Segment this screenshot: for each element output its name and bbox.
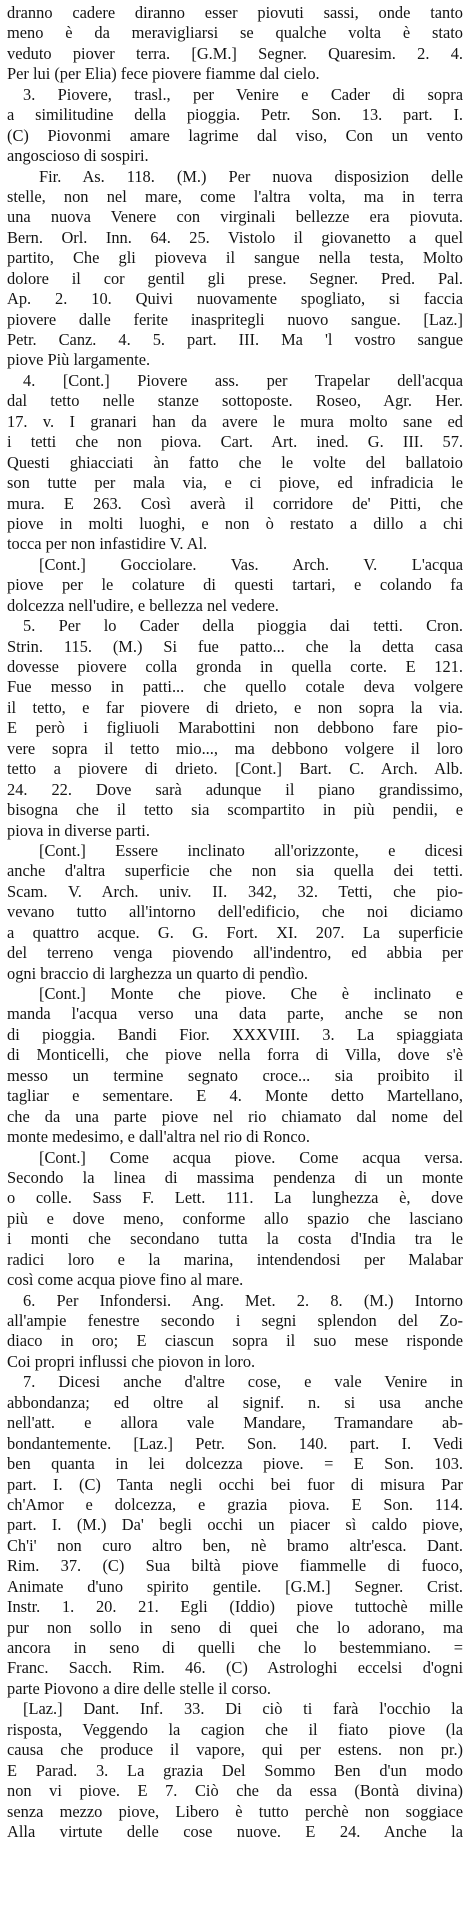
text-line-33: dovesse piovere colla gronda in quella corte. E 121. — [7, 657, 463, 676]
text-line-23: Questi ghiacciati àn fatto che le volte del ballatoio — [7, 452, 463, 472]
text-line-7: (C) Piovonmi amare lagrime dal viso, Con un vento — [7, 125, 463, 145]
text-line-66: diaco in oro; E ciascun sopra il suo mese risponde — [7, 1331, 463, 1351]
text-line-28: [Cont.] Gocciolare. Vas. Arch. V. L'acqua — [39, 554, 463, 574]
text-line-29: piove per le colature di questi tartari, e colando fa — [7, 575, 463, 595]
text-line-36: E però i figliuoli Marabottini non debbono fare pio- — [7, 718, 463, 738]
text-line-69: abbondanza; ed oltre al signif. n. si usa anche — [7, 1392, 463, 1412]
text-line-85: risposta, Veggendo la cagion che il fiato piove (la — [7, 1719, 463, 1739]
text-line-9: Fir. As. 118. (M.) Per nuova disposizion delle — [39, 166, 463, 186]
text-line-57: [Cont.] Come acqua piove. Come acqua versa. — [39, 1147, 463, 1167]
text-line-12: Bern. Orl. Inn. 64. 25. Vistolo il giovanetto a quel — [7, 227, 463, 247]
text-line-21: 17. v. I granari han da avere le mura molto sane ed — [7, 411, 463, 431]
text-line-74: ch'Amor e dolcezza, e grazia piova. E Son. 114. — [7, 1494, 463, 1514]
text-line-59: o colle. Sass F. Lett. 111. La lunghezza è, dove — [7, 1188, 463, 1208]
text-line-26: piove in molti luoghi, e non ò restato a dillo a chi — [7, 513, 463, 533]
text-line-70: nell'att. e allora vale Mandare, Tramandare ab- — [7, 1413, 463, 1433]
text-line-6: a similitudine della pioggia. Petr. Son. 13. part. I. — [7, 105, 463, 125]
text-line-71: bondantemente. [Laz.] Petr. Son. 140. part. I. Vedi — [7, 1433, 463, 1453]
text-line-78: Animate d'uno spirito gentile. [G.M.] Segner. Crist. — [7, 1576, 463, 1596]
text-line-14: dolore il cor gentil gli prese. Segner. Pred. Pal. — [7, 268, 463, 288]
text-line-13: partito, Che gli pioveva il sangue nella testa, Molto — [7, 248, 463, 268]
text-line-56: monte medesimo, e dall'altra nel rio di Ronco. — [7, 1127, 310, 1147]
text-line-3: veduto piover terra. [G.M.] Segner. Quaresim. 2. 4. — [7, 43, 463, 63]
text-line-52: di Monticelli, che piove nella forra di Villa, dove s'è — [7, 1045, 463, 1065]
text-line-83: parte Piovono a dire delle stelle il corso. — [7, 1678, 271, 1698]
text-line-53: messo un termine segnato croce... sia proibito il — [7, 1065, 463, 1085]
entry-5-heading: 5. Per lo Cader della pioggia dai tetti. Cron. — [23, 616, 463, 636]
text-line-8: angoscioso di sospiri. — [7, 146, 149, 166]
text-line-47: del terreno venga piovendo all'indentro, ed abbia per — [7, 943, 463, 963]
text-line-22: i tetti che non piova. Cart. Art. ined. G. III. 57. — [7, 432, 463, 452]
text-line-35: il tetto, e far piovere di drieto, e non sopra la via. — [7, 697, 463, 717]
text-line-51: di pioggia. Bandi Fior. XXXVIII. 3. La spiaggiata — [7, 1024, 463, 1044]
entry-7-heading: 7. Dicesi anche d'altre cose, e vale Venire in — [23, 1372, 463, 1392]
text-line-55: che da una parte piove nel rio chiamato dal nome del — [7, 1106, 463, 1126]
text-line-72: ben quanta in lei dolcezza piove. = E Son. 103. — [7, 1454, 463, 1474]
text-line-63: così come acqua piove fino al mare. — [7, 1270, 244, 1290]
text-line-79: Instr. 1. 20. 21. Egli (Iddio) piove tuttochè mille — [7, 1597, 463, 1617]
text-line-25: mura. E 263. Così averà il corridore de' Pitti, che — [7, 493, 463, 513]
text-line-58: Secondo la linea di massima pendenza di un monte — [7, 1167, 463, 1187]
text-line-34: Fue messo in patti... che quello cotale deva volgere — [7, 677, 463, 697]
text-line-73: part. I. (C) Tanta negli occhi bei fuor di misura Par — [7, 1474, 463, 1494]
text-line-10: stelle, non nel mare, come l'altra volta, ma in terra — [7, 186, 463, 206]
text-line-1: dranno cadere diranno esser piovuti sassi, onde tanto — [7, 3, 463, 22]
text-line-65: all'ampie fenestre secondo i segni splendon del Zo- — [7, 1311, 463, 1330]
text-line-17: Petr. Canz. 4. 5. part. III. Ma 'l vostro sangue — [7, 330, 463, 349]
text-line-67: Coi propri influssi che piovon in loro. — [7, 1351, 256, 1371]
text-line-20: dal tetto nelle stanze sottoposte. Roseo, Agr. Her. — [7, 391, 463, 411]
text-line-43: anche d'altra superficie che non sia quella dei tetti. — [7, 861, 463, 881]
text-line-88: non vi piove. E 7. Ciò che da essa (Bontà divina) — [7, 1781, 463, 1801]
entry-4-heading: 4. [Cont.] Piovere ass. per Trapelar dell'acqua — [23, 370, 463, 390]
text-line-50: manda l'acqua verso una data parte, anche se non — [7, 1004, 463, 1024]
text-line-27: tocca per non infastidire V. Al. — [7, 534, 208, 554]
text-line-84: [Laz.] Dant. Inf. 33. Di ciò ti farà l'occhio la — [23, 1699, 463, 1719]
text-line-46: a quattro acque. G. G. Fort. XI. 207. La superficie — [7, 922, 463, 942]
text-line-45: vevano tutto all'intorno dell'edificio, che noi diciamo — [7, 902, 463, 922]
entry-3-heading: 3. Piovere, trasl., per Venire e Cader di sopra — [23, 84, 463, 104]
text-line-11: una nuova Venere con virginali bellezze era piovuta. — [7, 207, 463, 227]
text-line-75: part. I. (M.) Da' begli occhi un piacer sì caldo piove, — [7, 1515, 463, 1535]
text-line-62: radici loro e la marina, intendendosi per Malabar — [7, 1249, 463, 1269]
text-line-80: pur non sollo in seno di quei che lo adorano, ma — [7, 1617, 463, 1637]
text-line-48: ogni braccio di larghezza un quarto di pendìo. — [7, 963, 309, 983]
text-line-39: 24. 22. Dove sarà adunque il piano grandissimo, — [7, 779, 463, 799]
text-line-30: dolcezza nell'udire, e bellezza nel vedere. — [7, 595, 279, 615]
text-line-49: [Cont.] Monte che piove. Che è inclinato e — [39, 984, 463, 1003]
text-line-54: tagliar e sementare. E 4. Monte detto Martellano, — [7, 1086, 463, 1106]
text-line-32: Strin. 115. (M.) Si fue patto... che la detta casa — [7, 636, 463, 656]
text-line-61: i monti che secondano tutta la costa d'India tra le — [7, 1229, 463, 1249]
text-line-82: Franc. Sacch. Rim. 46. (C) Astrologhi eccelsi d'ogni — [7, 1658, 463, 1678]
text-line-42: [Cont.] Essere inclinato all'orizzonte, e dicesi — [39, 840, 463, 860]
text-line-15: Ap. 2. 10. Quivi nuovamente spogliato, si faccia — [7, 289, 463, 309]
text-line-86: causa che produce il vapore, qui per estens. non pr.) — [7, 1740, 463, 1760]
text-line-41: piova in diverse parti. — [7, 820, 150, 840]
text-line-18: piove Più largamente. — [7, 350, 151, 370]
text-line-76: Ch'i' non curo altro ben, nè bramo altr'esca. Dant. — [7, 1535, 463, 1555]
text-line-24: son tutte per mala via, e ci piove, ed infradicia le — [7, 473, 463, 493]
text-line-90: Alla virtute delle cose nuove. E 24. Anche la — [7, 1821, 463, 1841]
text-line-89: senza mezzo piove, Libero è tutto perchè non soggiace — [7, 1801, 463, 1821]
text-line-2: meno è da meravigliarsi se qualche volta è stato — [7, 23, 463, 43]
text-line-16: piovere dalle ferite inaspritegli nuovo sangue. [Laz.] — [7, 309, 463, 329]
text-line-60: più e dove meno, conforme allo spazio che lasciano — [7, 1208, 463, 1228]
text-line-77: Rim. 37. (C) Sua biltà piove fiammelle di fuoco, — [7, 1556, 463, 1576]
text-line-81: ancora in seno di quelli che lo bestemmiano. = — [7, 1638, 463, 1657]
text-line-38: tetto a piovere di drieto. [Cont.] Bart. C. Arch. Alb. — [7, 759, 463, 779]
text-line-40: bisogna che il tetto sia scompartito in più pendii, e — [7, 800, 463, 820]
text-line-4: Per lui (per Elia) fece piovere fiamme dal cielo. — [7, 64, 320, 84]
entry-6-heading: 6. Per Infondersi. Ang. Met. 2. 8. (M.) Intorno — [23, 1290, 463, 1310]
text-line-87: E Parad. 3. La grazia Del Sommo Ben d'un modo — [7, 1760, 463, 1780]
text-line-44: Scam. V. Arch. univ. II. 342, 32. Tetti, che pio- — [7, 881, 463, 901]
text-line-37: vere sopra il tetto mio..., ma debbono volgere il loro — [7, 738, 463, 758]
